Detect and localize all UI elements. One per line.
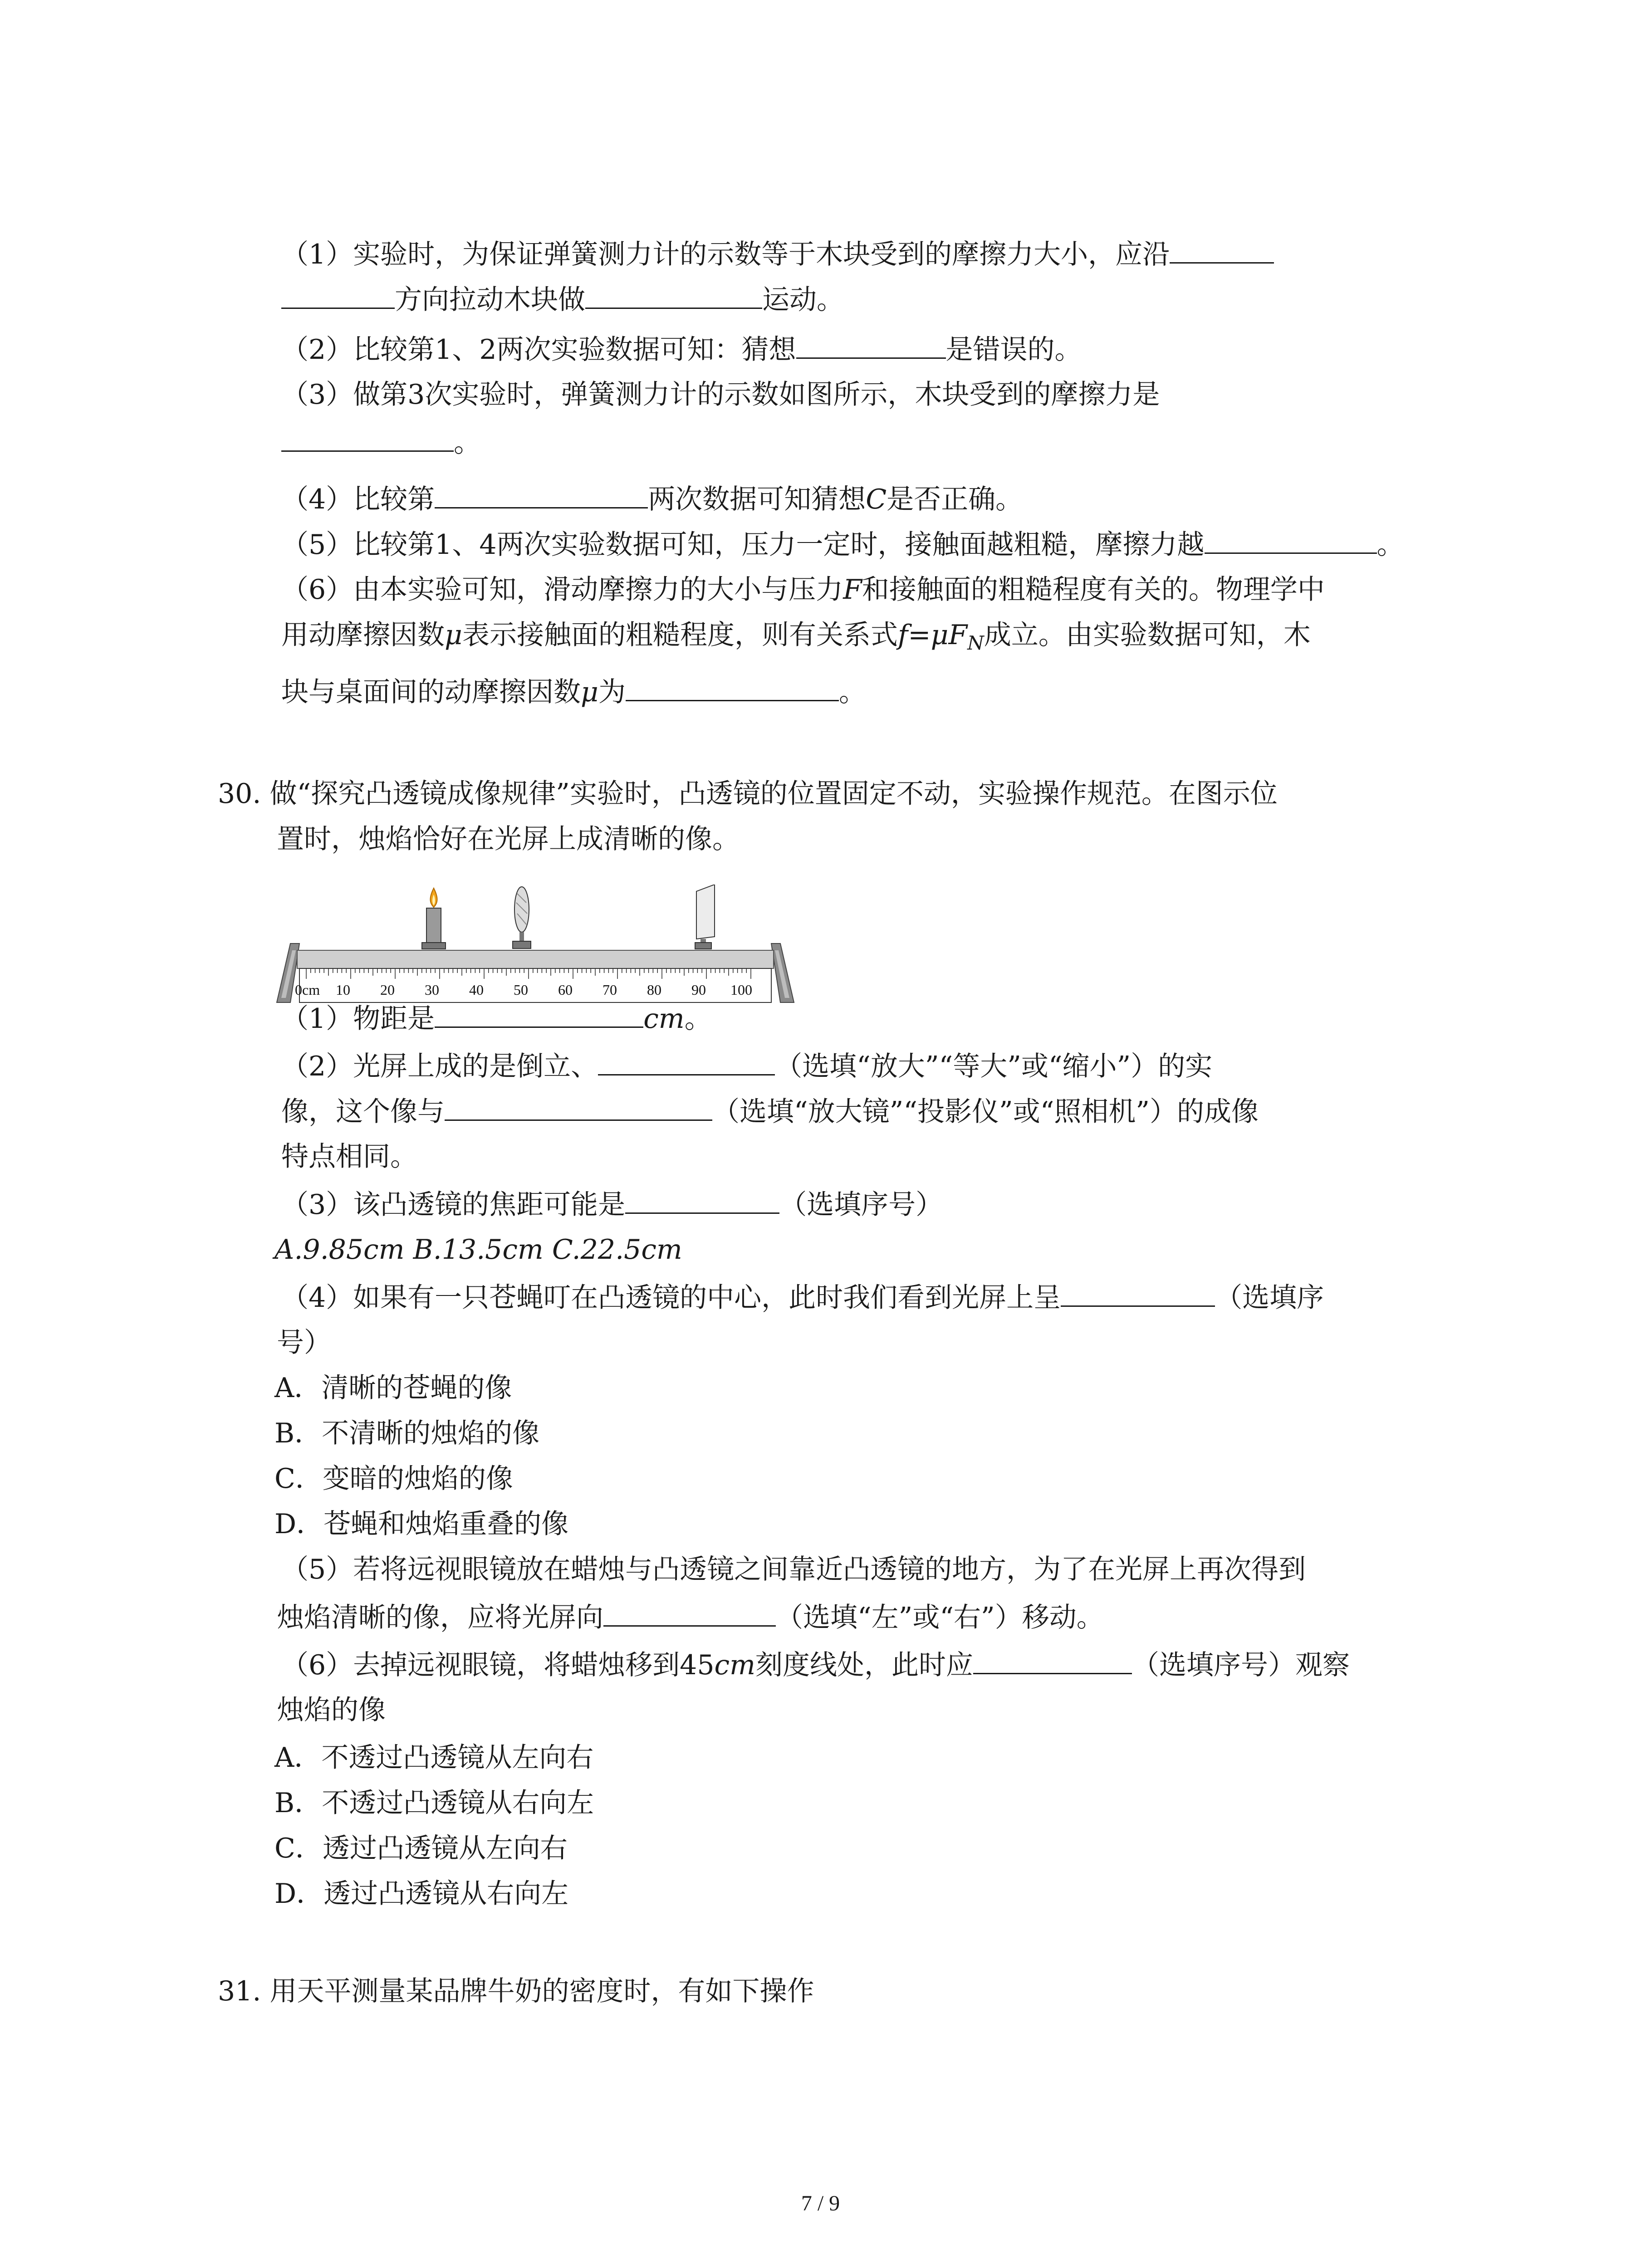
q30-part4-option-b[interactable] <box>274 1415 539 1452</box>
q30-part3-text: （3）该凸透镜的焦距可能是 <box>281 1189 626 1221</box>
q29-part1-line2 <box>281 281 844 318</box>
q30-part4-option-d-text: D．苍蝇和烛焰重叠的像 <box>274 1508 569 1540</box>
q29-part6-text2: 和接触面的粗糙程度有关的。物理学中 <box>862 574 1325 606</box>
q30-part6-text3: （选填序号）观察 <box>1132 1649 1350 1681</box>
q30-part2-text4: （选填“放大镜”“投影仪”或“照相机”）的成像 <box>712 1096 1259 1128</box>
q30-part6-line1 <box>281 1647 1350 1683</box>
q30-part6-text: （6）去掉远视眼镜，将蜡烛移到45 <box>281 1649 715 1681</box>
q30-part5-text2: 烛焰清晰的像，应将光屏向 <box>277 1602 603 1633</box>
q30-part2-line1 <box>281 1048 1212 1085</box>
q29-part6-formula: f=μF <box>898 619 968 651</box>
q29-part2-text2: 是错误的。 <box>945 334 1082 366</box>
q30-part4-option-d[interactable] <box>274 1506 568 1542</box>
q30-part2-text3: 像，这个像与 <box>281 1096 445 1128</box>
q30-part4-option-c-text: C．变暗的烛焰的像 <box>274 1463 513 1495</box>
q30-part2-blank-size[interactable] <box>598 1048 775 1075</box>
ruler-label-20: 20 <box>380 982 395 998</box>
q29-part3-text: （3）做第3次实验时，弹簧测力计的示数如图所示，木块受到的摩擦力是 <box>281 379 1160 411</box>
q30-part5-text: （5）若将远视眼镜放在蜡烛与凸透镜之间靠近凸透镜的地方，为了在光屏上再次得到 <box>281 1554 1306 1585</box>
q30-part4-text2: （选填序 <box>1215 1282 1324 1314</box>
ruler-label-50: 50 <box>514 982 528 998</box>
q30-part6-option-b[interactable] <box>274 1785 594 1821</box>
q29-part1-text2: 方向拉动木块做 <box>395 284 585 316</box>
page-number: 7 / 9 <box>801 2191 840 2215</box>
q30-part6-line2 <box>277 1692 386 1728</box>
q29-part6-text3: 用动摩擦因数 <box>281 619 445 651</box>
q30-part4-line2 <box>277 1325 331 1361</box>
ruler-label-70: 70 <box>603 982 617 998</box>
q30-stem-text: 做“探究凸透镜成像规律”实验时，凸透镜的位置固定不动，实验操作规范。在图示位 <box>269 778 1278 810</box>
q30-stem-line2 <box>277 821 740 857</box>
q29-part2 <box>281 331 1082 368</box>
q29-part6-text6: 块与桌面间的动摩擦因数 <box>281 676 581 708</box>
q30-part1-unit: cm <box>643 1003 685 1035</box>
q30-part4-blank[interactable] <box>1061 1279 1215 1307</box>
ruler-label-80: 80 <box>647 982 661 998</box>
bench-rail <box>297 950 774 968</box>
ruler-label-90: 90 <box>691 982 706 998</box>
q29-part6-blank[interactable] <box>626 674 839 701</box>
q29-part1-blank-direction[interactable] <box>1170 236 1274 264</box>
q31-stem <box>218 1973 814 2009</box>
q29-part6-symbol-mu2: μ <box>581 676 598 708</box>
q30-part2-line2 <box>281 1093 1259 1130</box>
q29-part5-blank[interactable] <box>1205 526 1377 554</box>
q31-number: 31. <box>218 1975 261 2007</box>
ruler-label-100: 100 <box>730 982 752 998</box>
light-screen-icon <box>695 885 715 949</box>
q30-part2-text5: 特点相同。 <box>281 1141 417 1173</box>
q29-part6-text5: 成立。由实验数据可知，木 <box>984 619 1311 651</box>
q29-part1-text3: 运动。 <box>762 284 844 316</box>
q30-part5-line1 <box>281 1551 1306 1588</box>
q29-part5-text2: 。 <box>1376 529 1404 561</box>
q29-part6-symbol-mu: μ <box>445 619 462 651</box>
q30-part1-text2: 。 <box>684 1003 712 1035</box>
q30-part2-blank-device[interactable] <box>445 1093 712 1121</box>
q30-part2-line3 <box>281 1139 417 1175</box>
q30-part6-option-c[interactable] <box>274 1830 568 1867</box>
convex-lens-icon <box>513 887 531 948</box>
q29-part1-text: （1）实验时，为保证弹簧测力计的示数等于木块受到的摩擦力大小，应沿 <box>281 239 1170 270</box>
q30-part3-options-text: A.9.85cm B.13.5cm C.22.5cm <box>274 1234 682 1266</box>
q30-part6-option-d-text: D．透过凸透镜从右向左 <box>274 1878 569 1910</box>
q29-part1-blank-motion[interactable] <box>585 281 762 309</box>
q30-stem-text2: 置时，烛焰恰好在光屏上成清晰的像。 <box>277 823 740 855</box>
q29-part4 <box>281 481 1023 518</box>
q30-part2-text: （2）光屏上成的是倒立、 <box>281 1051 598 1082</box>
q30-part4-option-a[interactable] <box>274 1370 512 1406</box>
q29-part1-blank-direction-cont[interactable] <box>281 281 395 309</box>
q29-part4-blank[interactable] <box>435 481 648 508</box>
q30-part5-blank[interactable] <box>603 1599 776 1627</box>
q29-part2-blank[interactable] <box>796 331 946 359</box>
q29-part3-line2 <box>281 424 481 461</box>
q29-part4-symbol: C <box>866 484 887 515</box>
q30-part5-line2 <box>277 1599 1104 1636</box>
candle-icon <box>422 888 446 949</box>
q30-part4-option-a-text: A．清晰的苍蝇的像 <box>274 1372 512 1404</box>
q30-part4-option-b-text: B．不清晰的烛焰的像 <box>274 1418 540 1449</box>
q29-part6-text8: 。 <box>839 676 866 708</box>
q29-part4-text: （4）比较第 <box>281 484 435 515</box>
q30-part6-option-d[interactable] <box>274 1876 568 1912</box>
q30-part3-text2: （选填序号） <box>779 1189 943 1221</box>
ruler-label-30: 30 <box>425 982 439 998</box>
q29-part4-text3: 是否正确。 <box>887 484 1023 515</box>
q30-part4-text3: 号） <box>277 1327 331 1359</box>
q30-part4-line1 <box>281 1279 1324 1316</box>
q29-part3-text2: 。 <box>454 427 481 459</box>
q29-part6-text: （6）由本实验可知，滑动摩擦力的大小与压力 <box>281 574 843 606</box>
q29-part1-line1 <box>281 236 1274 273</box>
q29-part6-text7: 为 <box>598 676 626 708</box>
q29-part6-line2 <box>281 617 1311 661</box>
bench-right-support <box>771 943 794 1002</box>
q29-part5 <box>281 526 1404 563</box>
q30-part3 <box>281 1186 943 1223</box>
q30-part5-text3: （选填“左”或“右”）移动。 <box>776 1602 1104 1633</box>
q30-part3-blank[interactable] <box>625 1186 779 1214</box>
q30-part6-unit: cm <box>714 1649 756 1681</box>
ruler-label-0: 0cm <box>295 982 320 998</box>
q30-part4-option-c[interactable] <box>274 1461 513 1497</box>
q29-part2-text: （2）比较第1、2两次实验数据可知：猜想 <box>281 334 796 366</box>
q30-part4-text: （4）如果有一只苍蝇叮在凸透镜的中心，此时我们看到光屏上呈 <box>281 1282 1061 1314</box>
ruler-label-40: 40 <box>469 982 484 998</box>
q29-part6-line1 <box>281 572 1325 608</box>
q30-part6-text4: 烛焰的像 <box>277 1694 386 1726</box>
q31-stem-text: 用天平测量某品牌牛奶的密度时，有如下操作 <box>269 1975 814 2007</box>
q29-part3-blank[interactable] <box>281 424 454 452</box>
q30-part1 <box>281 1000 712 1037</box>
q30-part2-text2: （选填“放大”“等大”或“缩小”）的实 <box>775 1051 1213 1082</box>
q29-part4-text2: 两次数据可知猜想 <box>648 484 866 515</box>
q29-part6-text4: 表示接触面的粗糙程度，则有关系式 <box>462 619 898 651</box>
q30-part6-option-a[interactable] <box>274 1740 593 1776</box>
optical-bench-figure <box>272 885 798 1007</box>
q30-stem-line1 <box>218 776 1278 812</box>
q29-part6-symbol-F: F <box>843 574 862 606</box>
q30-part6-option-b-text: B．不透过凸透镜从右向左 <box>274 1787 594 1819</box>
q29-part6-formula-subscript: N <box>967 632 984 654</box>
q30-number: 30. <box>218 778 261 810</box>
q29-part6-line3 <box>281 674 866 710</box>
ruler-label-60: 60 <box>558 982 573 998</box>
q30-part1-blank[interactable] <box>435 1000 643 1028</box>
q30-part1-text: （1）物距是 <box>281 1003 435 1035</box>
q29-part5-text: （5）比较第1、4两次实验数据可知，压力一定时，接触面越粗糙，摩擦力越 <box>281 529 1205 561</box>
q30-part6-blank[interactable] <box>973 1647 1132 1674</box>
q30-part6-option-a-text: A．不透过凸透镜从左向右 <box>274 1742 594 1774</box>
q30-part6-option-c-text: C．透过凸透镜从左向右 <box>274 1833 568 1864</box>
q29-part3-line1 <box>281 376 1160 413</box>
q30-part3-options <box>274 1232 682 1268</box>
ruler-label-10: 10 <box>336 982 350 998</box>
q30-part6-text2: 刻度线处，此时应 <box>755 1649 974 1681</box>
